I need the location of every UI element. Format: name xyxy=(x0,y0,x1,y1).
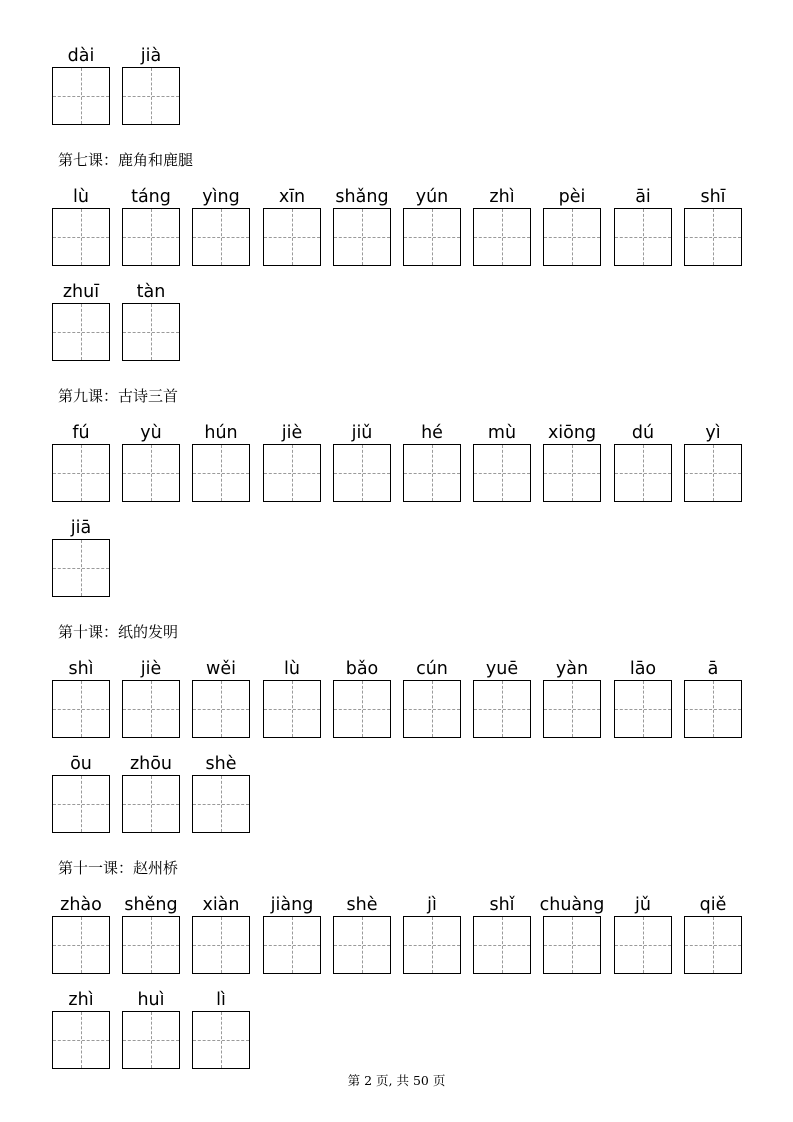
tianzige-writing-box[interactable] xyxy=(122,916,180,974)
pinyin-label: shǎng xyxy=(335,187,389,207)
pinyin-label: shè xyxy=(205,754,237,774)
tianzige-writing-box[interactable] xyxy=(403,444,461,502)
tianzige-writing-box[interactable] xyxy=(192,680,250,738)
character-cell xyxy=(52,281,110,361)
character-cell xyxy=(192,753,250,833)
character-cell xyxy=(192,186,250,266)
pinyin-label: jiè xyxy=(140,659,162,679)
tianzige-writing-box[interactable] xyxy=(52,208,110,266)
tianzige-writing-box[interactable] xyxy=(52,775,110,833)
pinyin-label: xiōng xyxy=(547,423,597,443)
character-cell xyxy=(403,894,461,974)
character-cell xyxy=(543,186,601,266)
character-cell xyxy=(684,894,742,974)
character-cell xyxy=(614,894,672,974)
pinyin-label: yuē xyxy=(485,659,519,679)
character-cell xyxy=(52,45,110,125)
pinyin-label: qiě xyxy=(699,895,727,915)
character-cell xyxy=(263,186,321,266)
tianzige-writing-box[interactable] xyxy=(52,680,110,738)
tianzige-writing-box[interactable] xyxy=(122,1011,180,1069)
character-cell xyxy=(333,658,391,738)
character-cell xyxy=(52,517,110,597)
pinyin-label: zhì xyxy=(68,990,94,1010)
character-cell xyxy=(52,186,110,266)
tianzige-writing-box[interactable] xyxy=(192,444,250,502)
tianzige-writing-box[interactable] xyxy=(684,208,742,266)
lesson-title: 第十一课：赵州桥 xyxy=(58,859,179,877)
character-cell xyxy=(52,989,110,1069)
character-cell xyxy=(122,45,180,125)
pinyin-label: tàn xyxy=(136,282,166,302)
tianzige-writing-box[interactable] xyxy=(52,1011,110,1069)
tianzige-writing-box[interactable] xyxy=(473,444,531,502)
character-cell xyxy=(122,658,180,738)
tianzige-writing-box[interactable] xyxy=(263,916,321,974)
pinyin-label: zhuī xyxy=(62,282,100,302)
pinyin-label: yù xyxy=(140,423,162,443)
pinyin-label: hún xyxy=(204,423,238,443)
tianzige-writing-box[interactable] xyxy=(473,208,531,266)
character-cell xyxy=(614,186,672,266)
character-cell xyxy=(52,753,110,833)
character-cell xyxy=(543,422,601,502)
tianzige-writing-box[interactable] xyxy=(684,444,742,502)
tianzige-writing-box[interactable] xyxy=(614,208,672,266)
pinyin-label: ōu xyxy=(70,754,92,774)
character-cell xyxy=(473,186,531,266)
pinyin-label: lāo xyxy=(629,659,657,679)
tianzige-writing-box[interactable] xyxy=(122,67,180,125)
pinyin-label: fú xyxy=(72,423,90,443)
tianzige-writing-box[interactable] xyxy=(52,303,110,361)
pinyin-label: zhào xyxy=(60,895,102,915)
character-cell xyxy=(403,186,461,266)
pinyin-label: yìng xyxy=(202,187,240,207)
pinyin-label: wěi xyxy=(206,659,236,679)
character-cell xyxy=(192,894,250,974)
tianzige-writing-box[interactable] xyxy=(263,208,321,266)
character-cell xyxy=(263,894,321,974)
tianzige-writing-box[interactable] xyxy=(543,916,601,974)
tianzige-writing-box[interactable] xyxy=(684,916,742,974)
pinyin-label: mù xyxy=(487,423,517,443)
pinyin-label: jiā xyxy=(70,518,92,538)
tianzige-writing-box[interactable] xyxy=(473,680,531,738)
pinyin-label: huì xyxy=(137,990,165,1010)
pinyin-label: shǐ xyxy=(489,895,515,915)
tianzige-writing-box[interactable] xyxy=(52,539,110,597)
pinyin-label: táng xyxy=(131,187,171,207)
tianzige-writing-box[interactable] xyxy=(403,680,461,738)
character-cell xyxy=(52,422,110,502)
pinyin-label: jiè xyxy=(281,423,303,443)
character-cell xyxy=(192,989,250,1069)
tianzige-writing-box[interactable] xyxy=(192,775,250,833)
tianzige-writing-box[interactable] xyxy=(543,444,601,502)
tianzige-writing-box[interactable] xyxy=(614,680,672,738)
pinyin-label: jià xyxy=(140,46,162,66)
character-cell xyxy=(263,422,321,502)
lesson-title: 第九课：古诗三首 xyxy=(58,387,179,405)
character-cell xyxy=(614,422,672,502)
pinyin-label: jǔ xyxy=(635,895,651,915)
tianzige-writing-box[interactable] xyxy=(614,444,672,502)
tianzige-writing-box[interactable] xyxy=(333,444,391,502)
tianzige-writing-box[interactable] xyxy=(263,680,321,738)
pinyin-label: cún xyxy=(416,659,448,679)
character-cell xyxy=(539,894,605,974)
tianzige-writing-box[interactable] xyxy=(122,444,180,502)
character-cell xyxy=(473,894,531,974)
character-cell xyxy=(614,658,672,738)
pinyin-label: xiàn xyxy=(202,895,240,915)
character-cell xyxy=(122,422,180,502)
character-cell xyxy=(263,658,321,738)
pinyin-label: yún xyxy=(415,187,449,207)
tianzige-writing-box[interactable] xyxy=(122,303,180,361)
tianzige-writing-box[interactable] xyxy=(543,208,601,266)
tianzige-writing-box[interactable] xyxy=(122,208,180,266)
tianzige-writing-box[interactable] xyxy=(614,916,672,974)
pinyin-label: dài xyxy=(67,46,95,66)
tianzige-writing-box[interactable] xyxy=(333,680,391,738)
character-cell xyxy=(684,658,742,738)
tianzige-writing-box[interactable] xyxy=(52,67,110,125)
page-footer: 第 2 页, 共 50 页 xyxy=(347,1073,446,1088)
tianzige-writing-box[interactable] xyxy=(122,775,180,833)
character-cell xyxy=(52,658,110,738)
pinyin-label: dú xyxy=(631,423,655,443)
tianzige-writing-box[interactable] xyxy=(333,208,391,266)
pinyin-label: jiàng xyxy=(270,895,314,915)
pinyin-label: jiǔ xyxy=(351,423,373,443)
character-cell xyxy=(52,894,110,974)
tianzige-writing-box[interactable] xyxy=(473,916,531,974)
character-cell xyxy=(684,422,742,502)
pinyin-label: zhì xyxy=(489,187,515,207)
pinyin-label: shī xyxy=(700,187,726,207)
pinyin-label: yì xyxy=(705,423,721,443)
tianzige-writing-box[interactable] xyxy=(333,916,391,974)
tianzige-writing-box[interactable] xyxy=(543,680,601,738)
character-cell xyxy=(333,186,391,266)
character-cell xyxy=(122,753,180,833)
pinyin-label: shěng xyxy=(124,895,178,915)
pinyin-label: chuàng xyxy=(539,895,605,915)
tianzige-writing-box[interactable] xyxy=(192,208,250,266)
character-cell xyxy=(333,422,391,502)
pinyin-label: shè xyxy=(346,895,378,915)
pinyin-label: xīn xyxy=(278,187,306,207)
tianzige-writing-box[interactable] xyxy=(52,916,110,974)
pinyin-label: shì xyxy=(68,659,94,679)
tianzige-writing-box[interactable] xyxy=(192,916,250,974)
tianzige-writing-box[interactable] xyxy=(122,680,180,738)
pinyin-label: lù xyxy=(73,187,89,207)
character-cell xyxy=(122,186,180,266)
tianzige-writing-box[interactable] xyxy=(192,1011,250,1069)
character-cell xyxy=(192,422,250,502)
tianzige-writing-box[interactable] xyxy=(684,680,742,738)
pinyin-label: lì xyxy=(216,990,226,1010)
character-cell xyxy=(192,658,250,738)
pinyin-label: zhōu xyxy=(129,754,173,774)
character-cell xyxy=(403,422,461,502)
pinyin-label: hé xyxy=(421,423,443,443)
character-cell xyxy=(684,186,742,266)
character-cell xyxy=(403,658,461,738)
character-cell xyxy=(333,894,391,974)
pinyin-label: bǎo xyxy=(345,659,379,679)
pinyin-label: lù xyxy=(284,659,300,679)
character-cell xyxy=(473,422,531,502)
tianzige-writing-box[interactable] xyxy=(52,444,110,502)
lesson-title: 第七课：鹿角和鹿腿 xyxy=(58,151,194,169)
pinyin-label: ā xyxy=(707,659,719,679)
pinyin-label: yàn xyxy=(555,659,589,679)
character-cell xyxy=(122,989,180,1069)
lesson-title: 第十课：纸的发明 xyxy=(58,623,179,641)
pinyin-label: jì xyxy=(427,895,437,915)
character-cell xyxy=(473,658,531,738)
character-cell xyxy=(122,894,180,974)
tianzige-writing-box[interactable] xyxy=(403,916,461,974)
pinyin-label: āi xyxy=(635,187,651,207)
tianzige-writing-box[interactable] xyxy=(263,444,321,502)
tianzige-writing-box[interactable] xyxy=(403,208,461,266)
pinyin-label: pèi xyxy=(558,187,586,207)
character-cell xyxy=(122,281,180,361)
character-cell xyxy=(543,658,601,738)
